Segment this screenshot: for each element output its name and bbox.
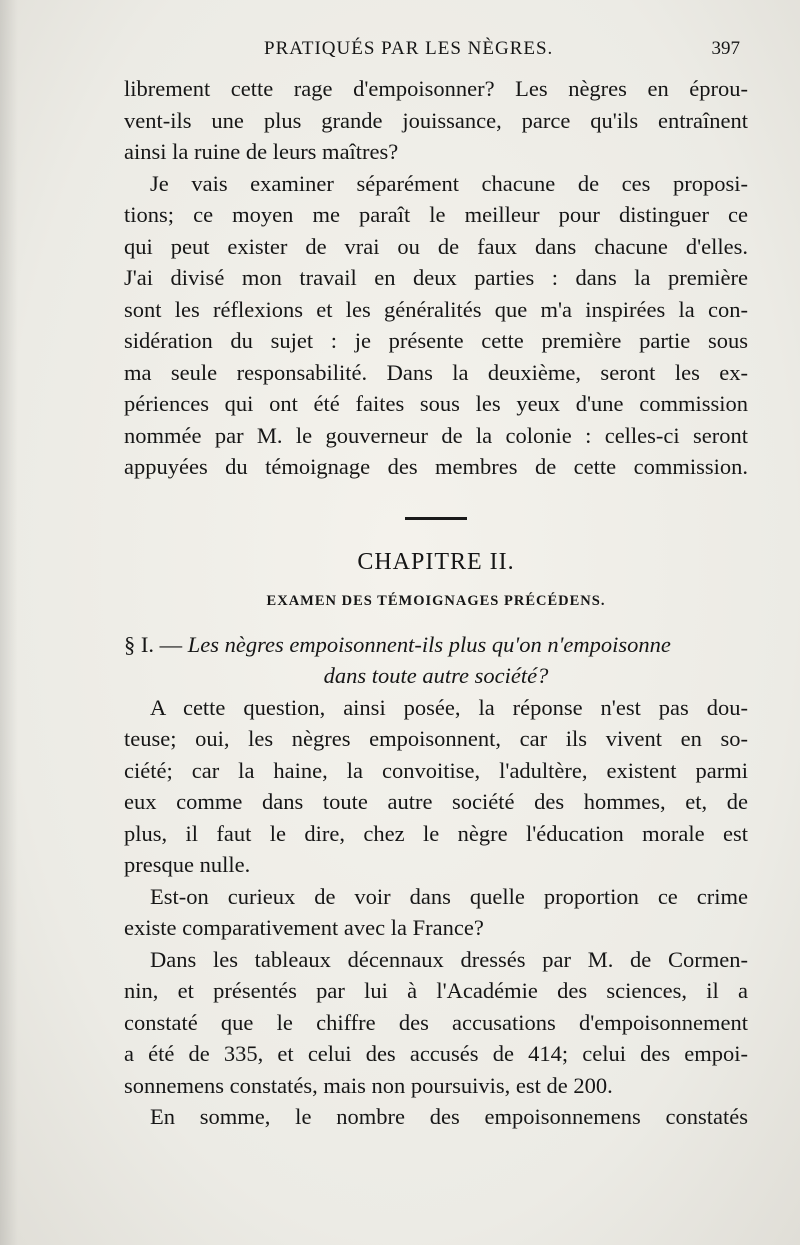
section-divider-rule bbox=[405, 517, 467, 520]
text-line: appuyées du témoignage des membres de cette commission. bbox=[124, 454, 748, 479]
page-edge-shadow bbox=[0, 0, 18, 1245]
paragraph-5 bbox=[124, 944, 748, 1102]
text-line: vent-ils une plus grande jouissance, parce qu'ils entraînent bbox=[124, 107, 748, 133]
text-line: nin, et présentés par lui à l'Académie des sciences, il a bbox=[124, 978, 748, 1003]
text-line: plus, il faut le dire, chez le nègre l'éducation morale est bbox=[124, 820, 748, 846]
text-line: sonnemens constatés, mais non poursuivis, est de 200. bbox=[124, 1072, 613, 1098]
chapter-subtitle: EXAMEN DES TÉMOIGNAGES PRÉCÉDENS. bbox=[266, 592, 606, 609]
text-line: a été de 335, et celui des accusés de 414; celui des empoi- bbox=[124, 1041, 748, 1066]
text-line: tions; ce moyen me paraît le meilleur pour distinguer ce bbox=[124, 202, 748, 227]
paragraph-2 bbox=[124, 168, 748, 483]
section-heading bbox=[124, 629, 748, 692]
paragraph-1 bbox=[124, 73, 748, 168]
body-text bbox=[124, 73, 748, 1133]
section-heading-line-2: dans toute autre société? bbox=[323, 663, 549, 688]
text-line: Dans les tableaux décennaux dressés par M. de Cormen- bbox=[150, 946, 748, 972]
text-line: périences qui ont été faites sous les yeux d'une commission bbox=[124, 391, 748, 416]
text-line: teuse; oui, les nègres empoisonnent, car ils vivent en so- bbox=[124, 726, 748, 751]
paragraph-4 bbox=[124, 881, 748, 944]
text-line: J'ai divisé mon travail en deux parties : dans la première bbox=[124, 265, 748, 290]
section-heading-line-1 bbox=[124, 629, 748, 661]
section-question: Les nègres empoisonnent-ils plus qu'on n'empoisonne bbox=[187, 631, 671, 657]
text-line: constaté que le chiffre des accusations d'empoisonnement bbox=[124, 1009, 748, 1035]
text-line: eux comme dans toute autre société des hommes, et, de bbox=[124, 789, 748, 814]
text-line: A cette question, ainsi posée, la réponse n'est pas dou- bbox=[150, 694, 748, 720]
text-line: sont les réflexions et les généralités que m'a inspirées la con- bbox=[124, 296, 748, 322]
text-line: ciété; car la haine, la convoitise, l'adultère, existent parmi bbox=[124, 757, 748, 783]
text-line: Je vais examiner séparément chacune de ces proposi- bbox=[150, 170, 748, 196]
text-line: Est-on curieux de voir dans quelle proportion ce crime bbox=[150, 883, 748, 909]
text-line: existe comparativement avec la France? bbox=[124, 915, 484, 940]
text-line: qui peut exister de vrai ou de faux dans chacune d'elles. bbox=[124, 233, 748, 259]
text-line: ma seule responsabilité. Dans la deuxième, seront les ex- bbox=[124, 359, 748, 385]
text-line: sidération du sujet : je présente cette première partie sous bbox=[124, 328, 748, 353]
text-line: librement cette rage d'empoisonner? Les nègres en éprou- bbox=[124, 76, 748, 101]
text-line: nommée par M. le gouverneur de la colonie : celles-ci seront bbox=[124, 422, 748, 448]
section-mark: § I. — bbox=[124, 631, 183, 657]
paragraph-6 bbox=[124, 1101, 748, 1133]
page-number: 397 bbox=[711, 38, 740, 59]
running-head: PRATIQUÉS PAR LES NÈGRES. bbox=[264, 38, 554, 59]
paragraph-3 bbox=[124, 692, 748, 881]
text-line: presque nulle. bbox=[124, 852, 251, 877]
text-line: ainsi la ruine de leurs maîtres? bbox=[124, 139, 399, 164]
page-header bbox=[126, 38, 746, 68]
text-line: En somme, le nombre des empoisonnemens constatés bbox=[150, 1104, 748, 1129]
chapter-title: CHAPITRE II. bbox=[357, 548, 515, 575]
